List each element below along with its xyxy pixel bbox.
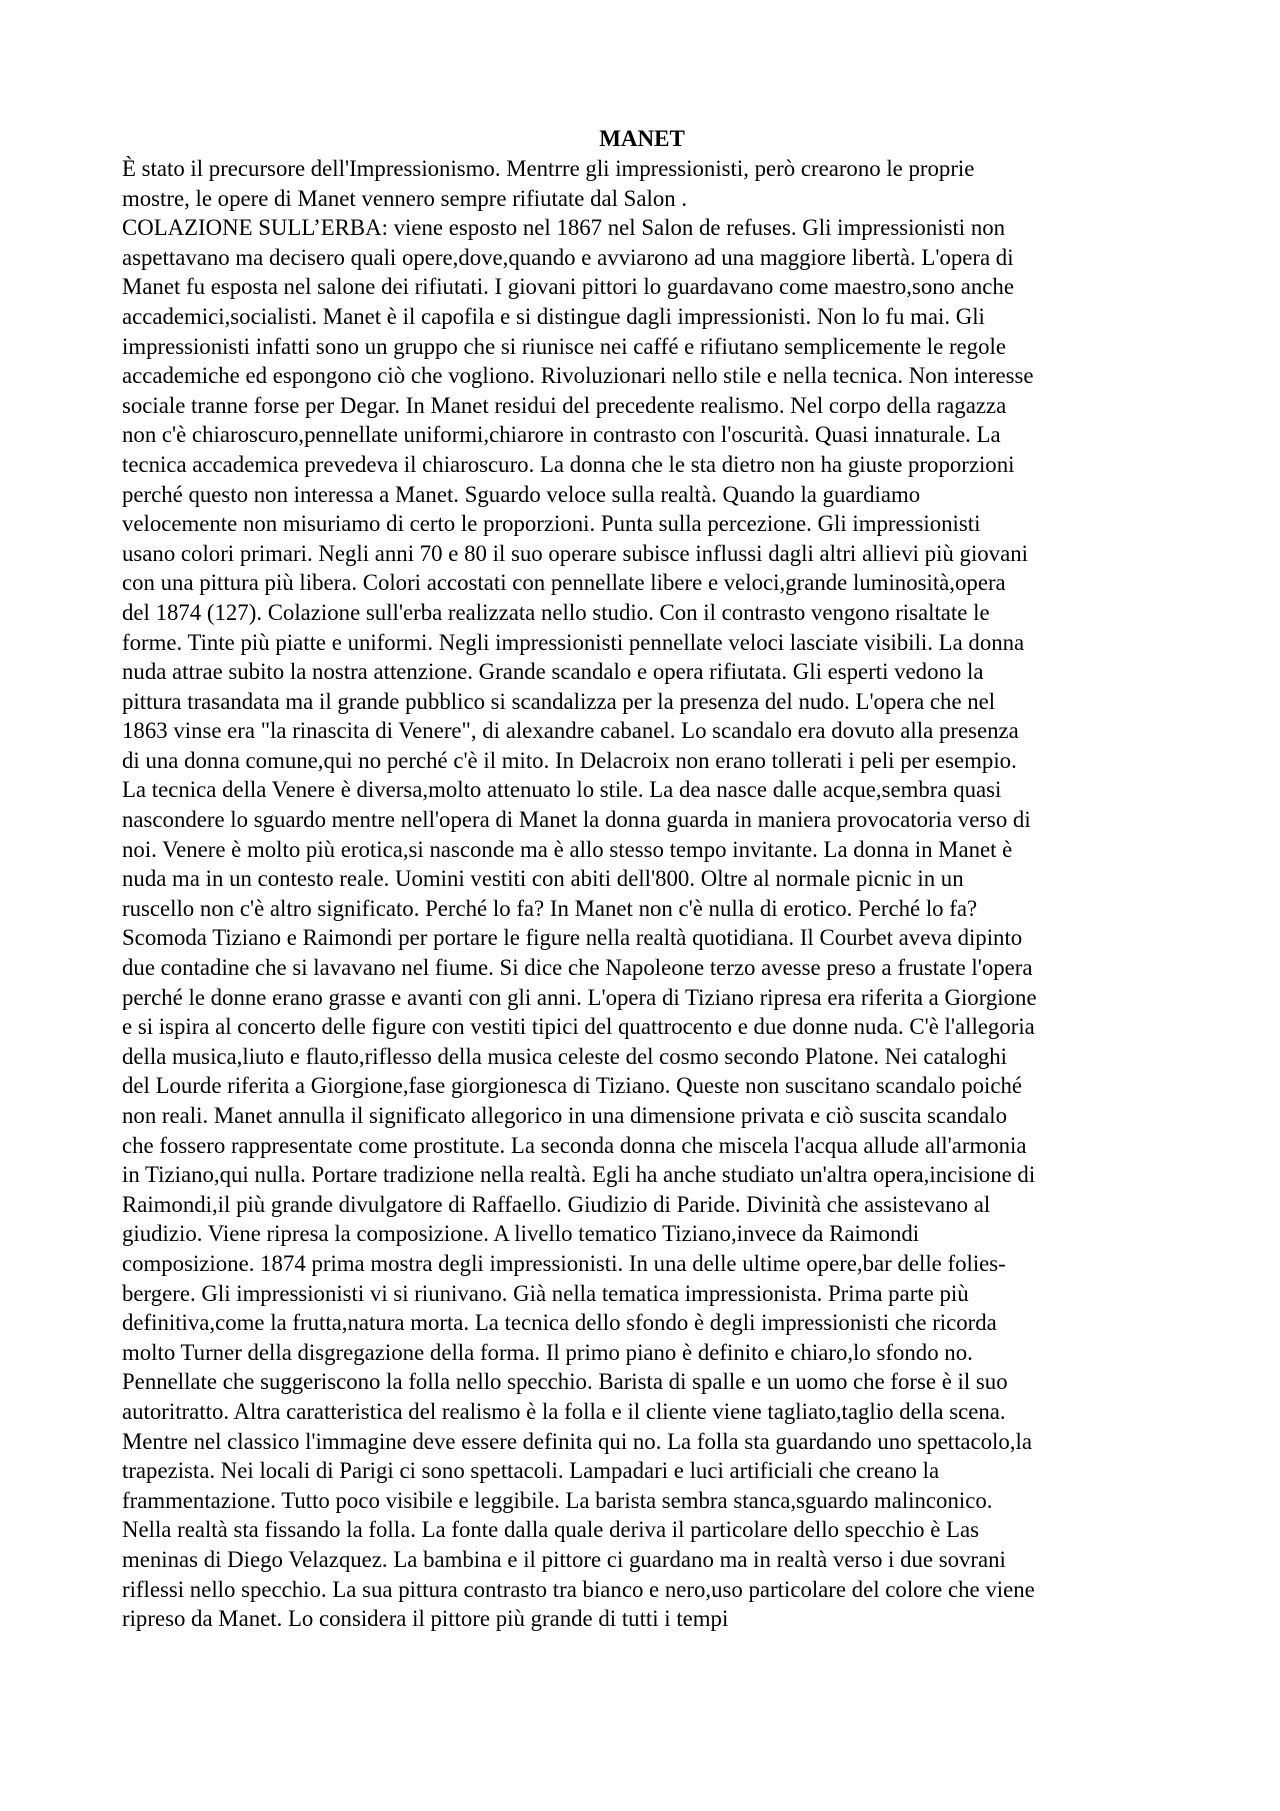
body-line: nuda attrae subito la nostra attenzione. Grande scandalo e opera rifiutata. Gli esperti vedono la — [122, 659, 984, 685]
body-line: del Lourde riferita a Giorgione,fase giorgionesca di Tiziano. Queste non suscitano scandalo poiché — [122, 1073, 1023, 1099]
body-line: tecnica accademica prevedeva il chiaroscuro. La donna che le sta dietro non ha giuste proporzioni — [122, 451, 1015, 477]
body-line: È stato il precursore dell'Impressionismo. Mentrre gli impressionisti, però crearono le proprie — [122, 156, 975, 181]
body-line: Raimondi,il più grande divulgatore di Raffaello. Giudizio di Paride. Divinità che assistevano al — [122, 1191, 991, 1217]
body-line: pittura trasandata ma il grande pubblico si scandalizza per la presenza del nudo. L'opera che nel — [122, 688, 996, 714]
body-line: aspettavano ma decisero quali opere,dove,quando e avviarono ad una maggiore libertà. L'opera di — [122, 244, 1014, 270]
body-line: Mentre nel classico l'immagine deve essere definita qui no. La folla sta guardando uno spettacolo,la — [122, 1428, 1032, 1454]
body-line: molto Turner della disgregazione della forma. Il primo piano è definito e chiaro,lo sfondo no. — [122, 1339, 973, 1365]
body-line: usano colori primari. Negli anni 70 e 80 il suo operare subisce influssi dagli altri allievi più giovani — [122, 540, 1028, 566]
body-line: nascondere lo sguardo mentre nell'opera di Manet la donna guarda in maniera provocatoria verso di — [122, 807, 1031, 833]
body-line: velocemente non misuriamo di certo le proporzioni. Punta sulla percezione. Gli impressionisti — [122, 511, 981, 537]
body-line: definitiva,come la frutta,natura morta. La tecnica dello sfondo è degli impressionisti che ricorda — [122, 1310, 997, 1336]
body-line: accademici,socialisti. Manet è il capofila e si distingue dagli impressionisti. Non lo fu mai. Gli — [122, 303, 985, 329]
document-body — [122, 154, 1170, 1634]
body-line: di una donna comune,qui no perché c'è il mito. In Delacroix non erano tollerati i peli per esempio. — [122, 747, 1017, 773]
body-line: 1863 vinse era "la rinascita di Venere", di alexandre cabanel. Lo scandalo era dovuto alla presenza — [122, 718, 1019, 744]
body-line: autoritratto. Altra caratteristica del realismo è la folla e il cliente viene tagliato,taglio della scena. — [122, 1398, 1006, 1424]
body-line: Nella realtà sta fissando la folla. La fonte dalla quale deriva il particolare dello specchio è Las — [122, 1517, 979, 1543]
body-line: noi. Venere è molto più erotica,si nasconde ma è allo stesso tempo invitante. La donna in Manet è — [122, 836, 1013, 862]
body-line: La tecnica della Venere è diversa,molto attenuato lo stile. La dea nasce dalle acque,sembra quasi — [122, 777, 1002, 803]
body-line: che fossero rappresentate come prostitute. La seconda donna che miscela l'acqua allude all'armonia — [122, 1132, 1027, 1158]
body-line: ruscello non c'è altro significato. Perché lo fa? In Manet non c'è nulla di erotico. Perché lo fa? — [122, 895, 978, 921]
body-line: accademiche ed espongono ciò che vogliono. Rivoluzionari nello stile e nella tecnica. Non interesse — [122, 363, 1034, 389]
body-line: in Tiziano,qui nulla. Portare tradizione nella realtà. Egli ha anche studiato un'altra opera,incisione di — [122, 1162, 1036, 1188]
body-line: due contadine che si lavavano nel fiume. Si dice che Napoleone terzo avesse preso a frustate l'opera — [122, 955, 1033, 981]
body-line: nuda ma in un contesto reale. Uomini vestiti con abiti dell'800. Oltre al normale picnic in un — [122, 866, 964, 892]
body-line: e si ispira al concerto delle figure con vestiti tipici del quattrocento e due donne nuda. C'è l'allegoria — [122, 1014, 1035, 1040]
body-line: meninas di Diego Velazquez. La bambina e il pittore ci guardano ma in realtà verso i due sovrani — [122, 1546, 1006, 1572]
body-line: composizione. 1874 prima mostra degli impressionisti. In una delle ultime opere,bar delle folies- — [122, 1250, 1006, 1276]
body-line: mostre, le opere di Manet vennero sempre rifiutate dal Salon . — [122, 185, 688, 211]
body-line: trapezista. Nei locali di Parigi ci sono spettacoli. Lampadari e luci artificiali che creano la — [122, 1458, 940, 1484]
body-line: riflessi nello specchio. La sua pittura contrasto tra bianco e nero,uso particolare del colore che viene — [122, 1576, 1035, 1602]
body-line: non reali. Manet annulla il significato allegorico in una dimensione privata e ciò suscita scandalo — [122, 1103, 1007, 1128]
body-line: frammentazione. Tutto poco visibile e leggibile. La barista sembra stanca,sguardo malinconico. — [122, 1487, 993, 1513]
body-line: forme. Tinte più piatte e uniformi. Negli impressionisti pennellate veloci lasciate visibili. La donna — [122, 629, 1025, 655]
document-title: MANET — [599, 126, 685, 151]
body-line: sociale tranne forse per Degar. In Manet residui del precedente realismo. Nel corpo della ragazza — [122, 392, 1007, 418]
body-line: della musica,liuto e flauto,riflesso della musica celeste del cosmo secondo Platone. Nei cataloghi — [122, 1043, 1007, 1069]
body-line: Scomoda Tiziano e Raimondi per portare le figure nella realtà quotidiana. Il Courbet aveva dipinto — [122, 925, 1023, 951]
body-line: Pennellate che suggeriscono la folla nello specchio. Barista di spalle e un uomo che forse è il suo — [122, 1369, 1008, 1395]
body-line: giudizio. Viene ripresa la composizione. A livello tematico Tiziano,invece da Raimondi — [122, 1221, 920, 1247]
body-line: ripreso da Manet. Lo considera il pittore più grande di tutti i tempi — [122, 1606, 729, 1632]
body-line: Manet fu esposta nel salone dei rifiutati. I giovani pittori lo guardavano come maestro,sono anche — [122, 274, 1014, 300]
body-line: impressionisti infatti sono un gruppo che si riunisce nei caffé e rifiutano semplicemente le regole — [122, 333, 1006, 359]
body-line: con una pittura più libera. Colori accostati con pennellate libere e veloci,grande luminosità,opera — [122, 570, 1006, 596]
body-line: del 1874 (127). Colazione sull'erba realizzata nello studio. Con il contrasto vengono risaltate le — [122, 599, 990, 625]
body-line: perché le donne erano grasse e avanti con gli anni. L'opera di Tiziano ripresa era riferita a Giorgione — [122, 984, 1037, 1010]
body-line: bergere. Gli impressionisti vi si riunivano. Già nella tematica impressionista. Prima parte più — [122, 1280, 969, 1306]
body-line: non c'è chiaroscuro,pennellate uniformi,chiarore in contrasto con l'oscurità. Quasi innaturale. La — [122, 422, 1001, 448]
body-line: perché questo non interessa a Manet. Sguardo veloce sulla realtà. Quando la guardiamo — [122, 481, 921, 507]
body-line: COLAZIONE SULL’ERBA: viene esposto nel 1867 nel Salon de refuses. Gli impressionisti non — [122, 215, 1006, 241]
